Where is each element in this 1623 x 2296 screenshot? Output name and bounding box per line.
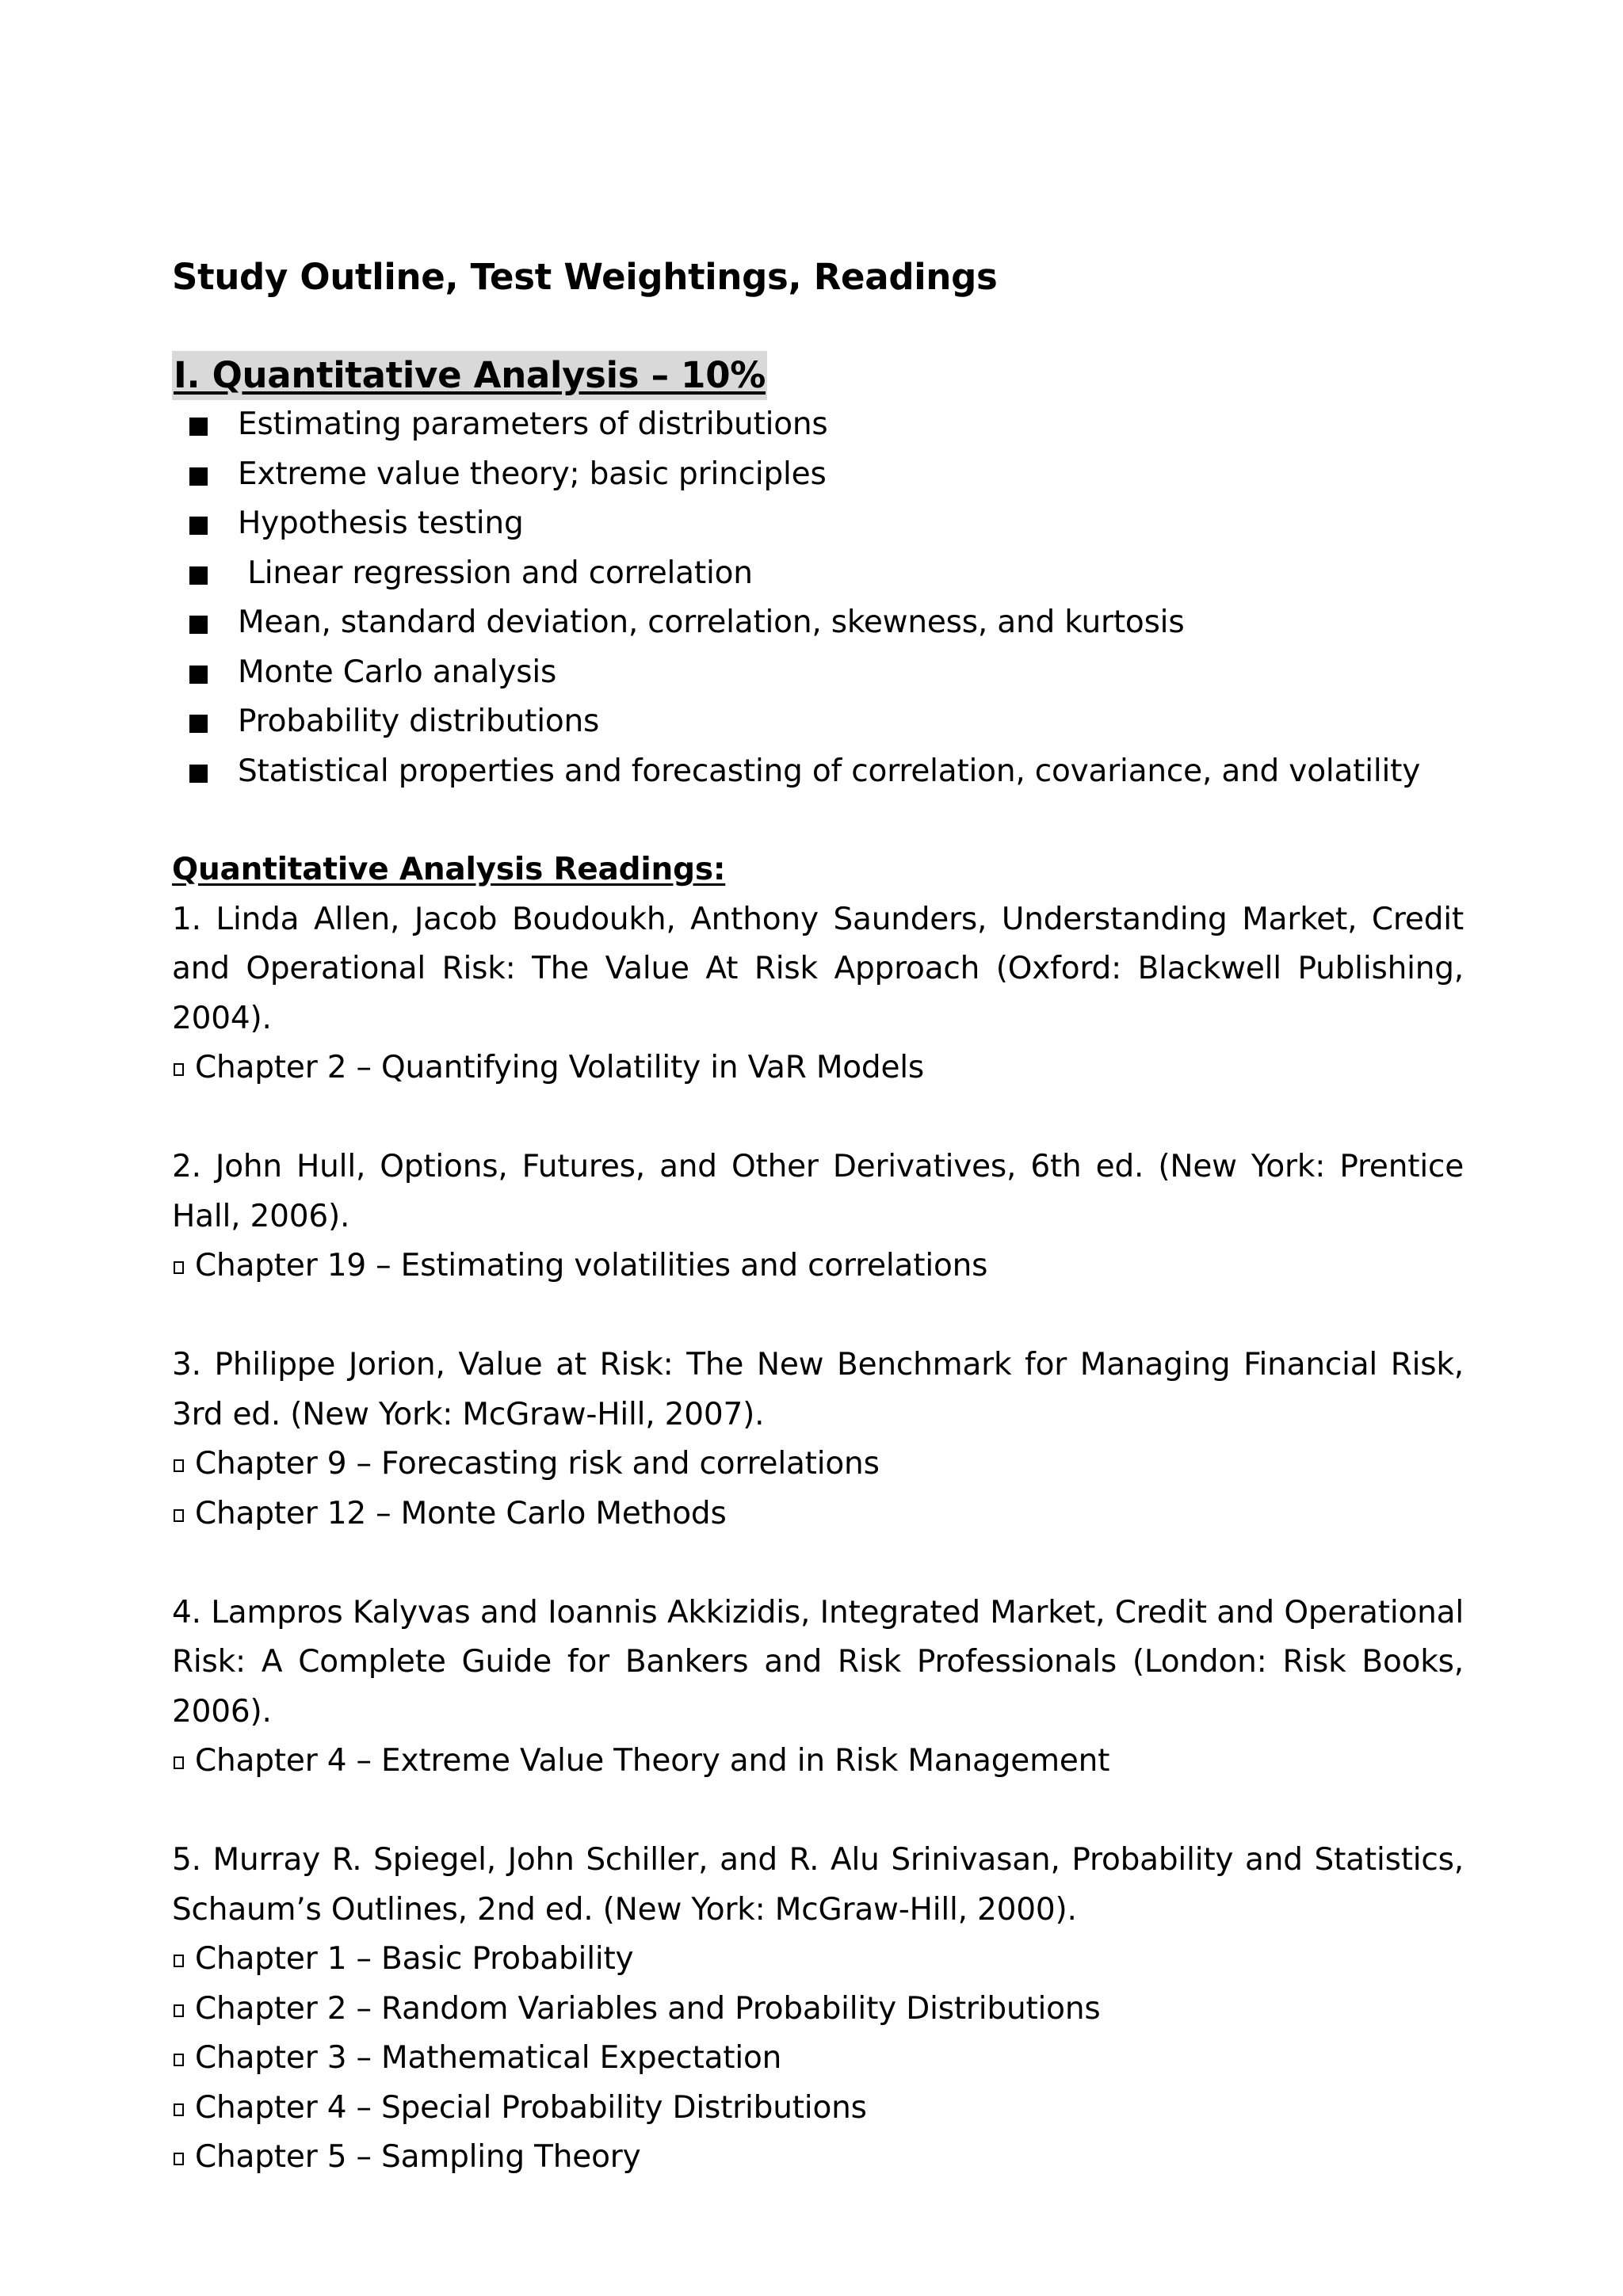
- readings-heading: Quantitative Analysis Readings:: [172, 852, 726, 887]
- topic-item: [172, 549, 1464, 599]
- reading-entry: [172, 1341, 1464, 1539]
- chapter-label: Chapter 12 – Monte Carlo Methods: [195, 1495, 727, 1531]
- topic-item: [172, 499, 1464, 549]
- topic-list: [172, 400, 1464, 796]
- readings-list: [172, 895, 1464, 2183]
- topic-item: [172, 697, 1464, 747]
- chapter-label: Chapter 19 – Estimating volatilities and correlations: [195, 1248, 988, 1283]
- chapter-label: Chapter 4 – Extreme Value Theory and in Risk Management: [195, 1743, 1110, 1779]
- topic-item: [172, 648, 1464, 698]
- reading-entry: [172, 1589, 1464, 1787]
- topic-label: Extreme value theory; basic principles: [238, 456, 827, 492]
- topic-item: [172, 747, 1464, 797]
- topic-label: Linear regression and correlation: [238, 555, 753, 591]
- reading-citation: 4. Lampros Kalyvas and Ioannis Akkizidis, Integrated Market, Credit and Operational Risk: A Complete Guide for Bankers and Risk Professionals (London: Risk Books, 2006).: [172, 1594, 1464, 1730]
- reading-entry: [172, 1142, 1464, 1291]
- document-page: [172, 254, 1464, 2183]
- square-bullet-icon: [189, 566, 208, 585]
- topic-label: Hypothesis testing: [238, 505, 524, 541]
- square-bullet-icon: [189, 765, 208, 783]
- chapter-label: Chapter 9 – Forecasting risk and correlations: [195, 1446, 880, 1482]
- chapter-item: [172, 1935, 1464, 1985]
- reading-citation: 1. Linda Allen, Jacob Boudoukh, Anthony Saunders, Understanding Market, Credit and Operational Risk: The Value At Risk Approach (Oxford: Blackwell Publishing, 2004).: [172, 901, 1464, 1036]
- checkbox-square-icon: [174, 2004, 184, 2017]
- chapter-label: Chapter 5 – Sampling Theory: [195, 2139, 641, 2175]
- checkbox-square-icon: [174, 1955, 184, 1967]
- chapter-item: [172, 1043, 1464, 1093]
- square-bullet-icon: [189, 666, 208, 684]
- section-heading: [172, 351, 1464, 400]
- checkbox-square-icon: [174, 1459, 184, 1472]
- section-heading-text: I. Quantitative Analysis – 10%: [172, 351, 767, 400]
- square-bullet-icon: [189, 517, 208, 535]
- chapter-item: [172, 1985, 1464, 2035]
- chapter-label: Chapter 2 – Quantifying Volatility in VaR Models: [195, 1050, 925, 1085]
- chapter-item: [172, 2084, 1464, 2134]
- document-title: Study Outline, Test Weightings, Readings: [172, 256, 998, 298]
- chapter-item: [172, 1241, 1464, 1291]
- reading-entry: [172, 895, 1464, 1093]
- topic-label: Monte Carlo analysis: [238, 654, 557, 690]
- chapter-label: Chapter 1 – Basic Probability: [195, 1941, 634, 1977]
- chapter-label: Chapter 2 – Random Variables and Probability Distributions: [195, 1990, 1101, 2027]
- topic-item: [172, 400, 1464, 450]
- topic-label: Statistical properties and forecasting of correlation, covariance, and volatility: [238, 753, 1421, 789]
- topic-label: Mean, standard deviation, correlation, skewness, and kurtosis: [238, 605, 1185, 640]
- chapter-label: Chapter 3 – Mathematical Expectation: [195, 2040, 782, 2076]
- square-bullet-icon: [189, 467, 208, 486]
- checkbox-square-icon: [174, 1756, 184, 1769]
- checkbox-square-icon: [174, 2153, 184, 2165]
- square-bullet-icon: [189, 418, 208, 436]
- chapter-item: [172, 2034, 1464, 2084]
- square-bullet-icon: [189, 715, 208, 733]
- checkbox-square-icon: [174, 2103, 184, 2116]
- checkbox-square-icon: [174, 2054, 184, 2066]
- checkbox-square-icon: [174, 1261, 184, 1274]
- reading-citation: 2. John Hull, Options, Futures, and Other Derivatives, 6th ed. (New York: Prentice Hall, 2006).: [172, 1149, 1464, 1234]
- topic-item: [172, 450, 1464, 500]
- reading-citation: 5. Murray R. Spiegel, John Schiller, and R. Alu Srinivasan, Probability and Statistics, Schaum’s Outlines, 2nd ed. (New York: McGraw-Hill, 2000).: [172, 1842, 1464, 1928]
- square-bullet-icon: [189, 616, 208, 634]
- reading-citation: 3. Philippe Jorion, Value at Risk: The New Benchmark for Managing Financial Risk, 3rd ed. (New York: McGraw-Hill, 2007).: [172, 1347, 1464, 1432]
- chapter-item: [172, 2133, 1464, 2183]
- chapter-label: Chapter 4 – Special Probability Distributions: [195, 2089, 867, 2126]
- checkbox-square-icon: [174, 1063, 184, 1076]
- topic-item: [172, 598, 1464, 648]
- topic-label: Estimating parameters of distributions: [238, 406, 828, 442]
- checkbox-square-icon: [174, 1509, 184, 1522]
- topic-label: Probability distributions: [238, 704, 600, 739]
- chapter-item: [172, 1440, 1464, 1489]
- chapter-item: [172, 1737, 1464, 1787]
- reading-entry: [172, 1836, 1464, 2183]
- chapter-item: [172, 1489, 1464, 1539]
